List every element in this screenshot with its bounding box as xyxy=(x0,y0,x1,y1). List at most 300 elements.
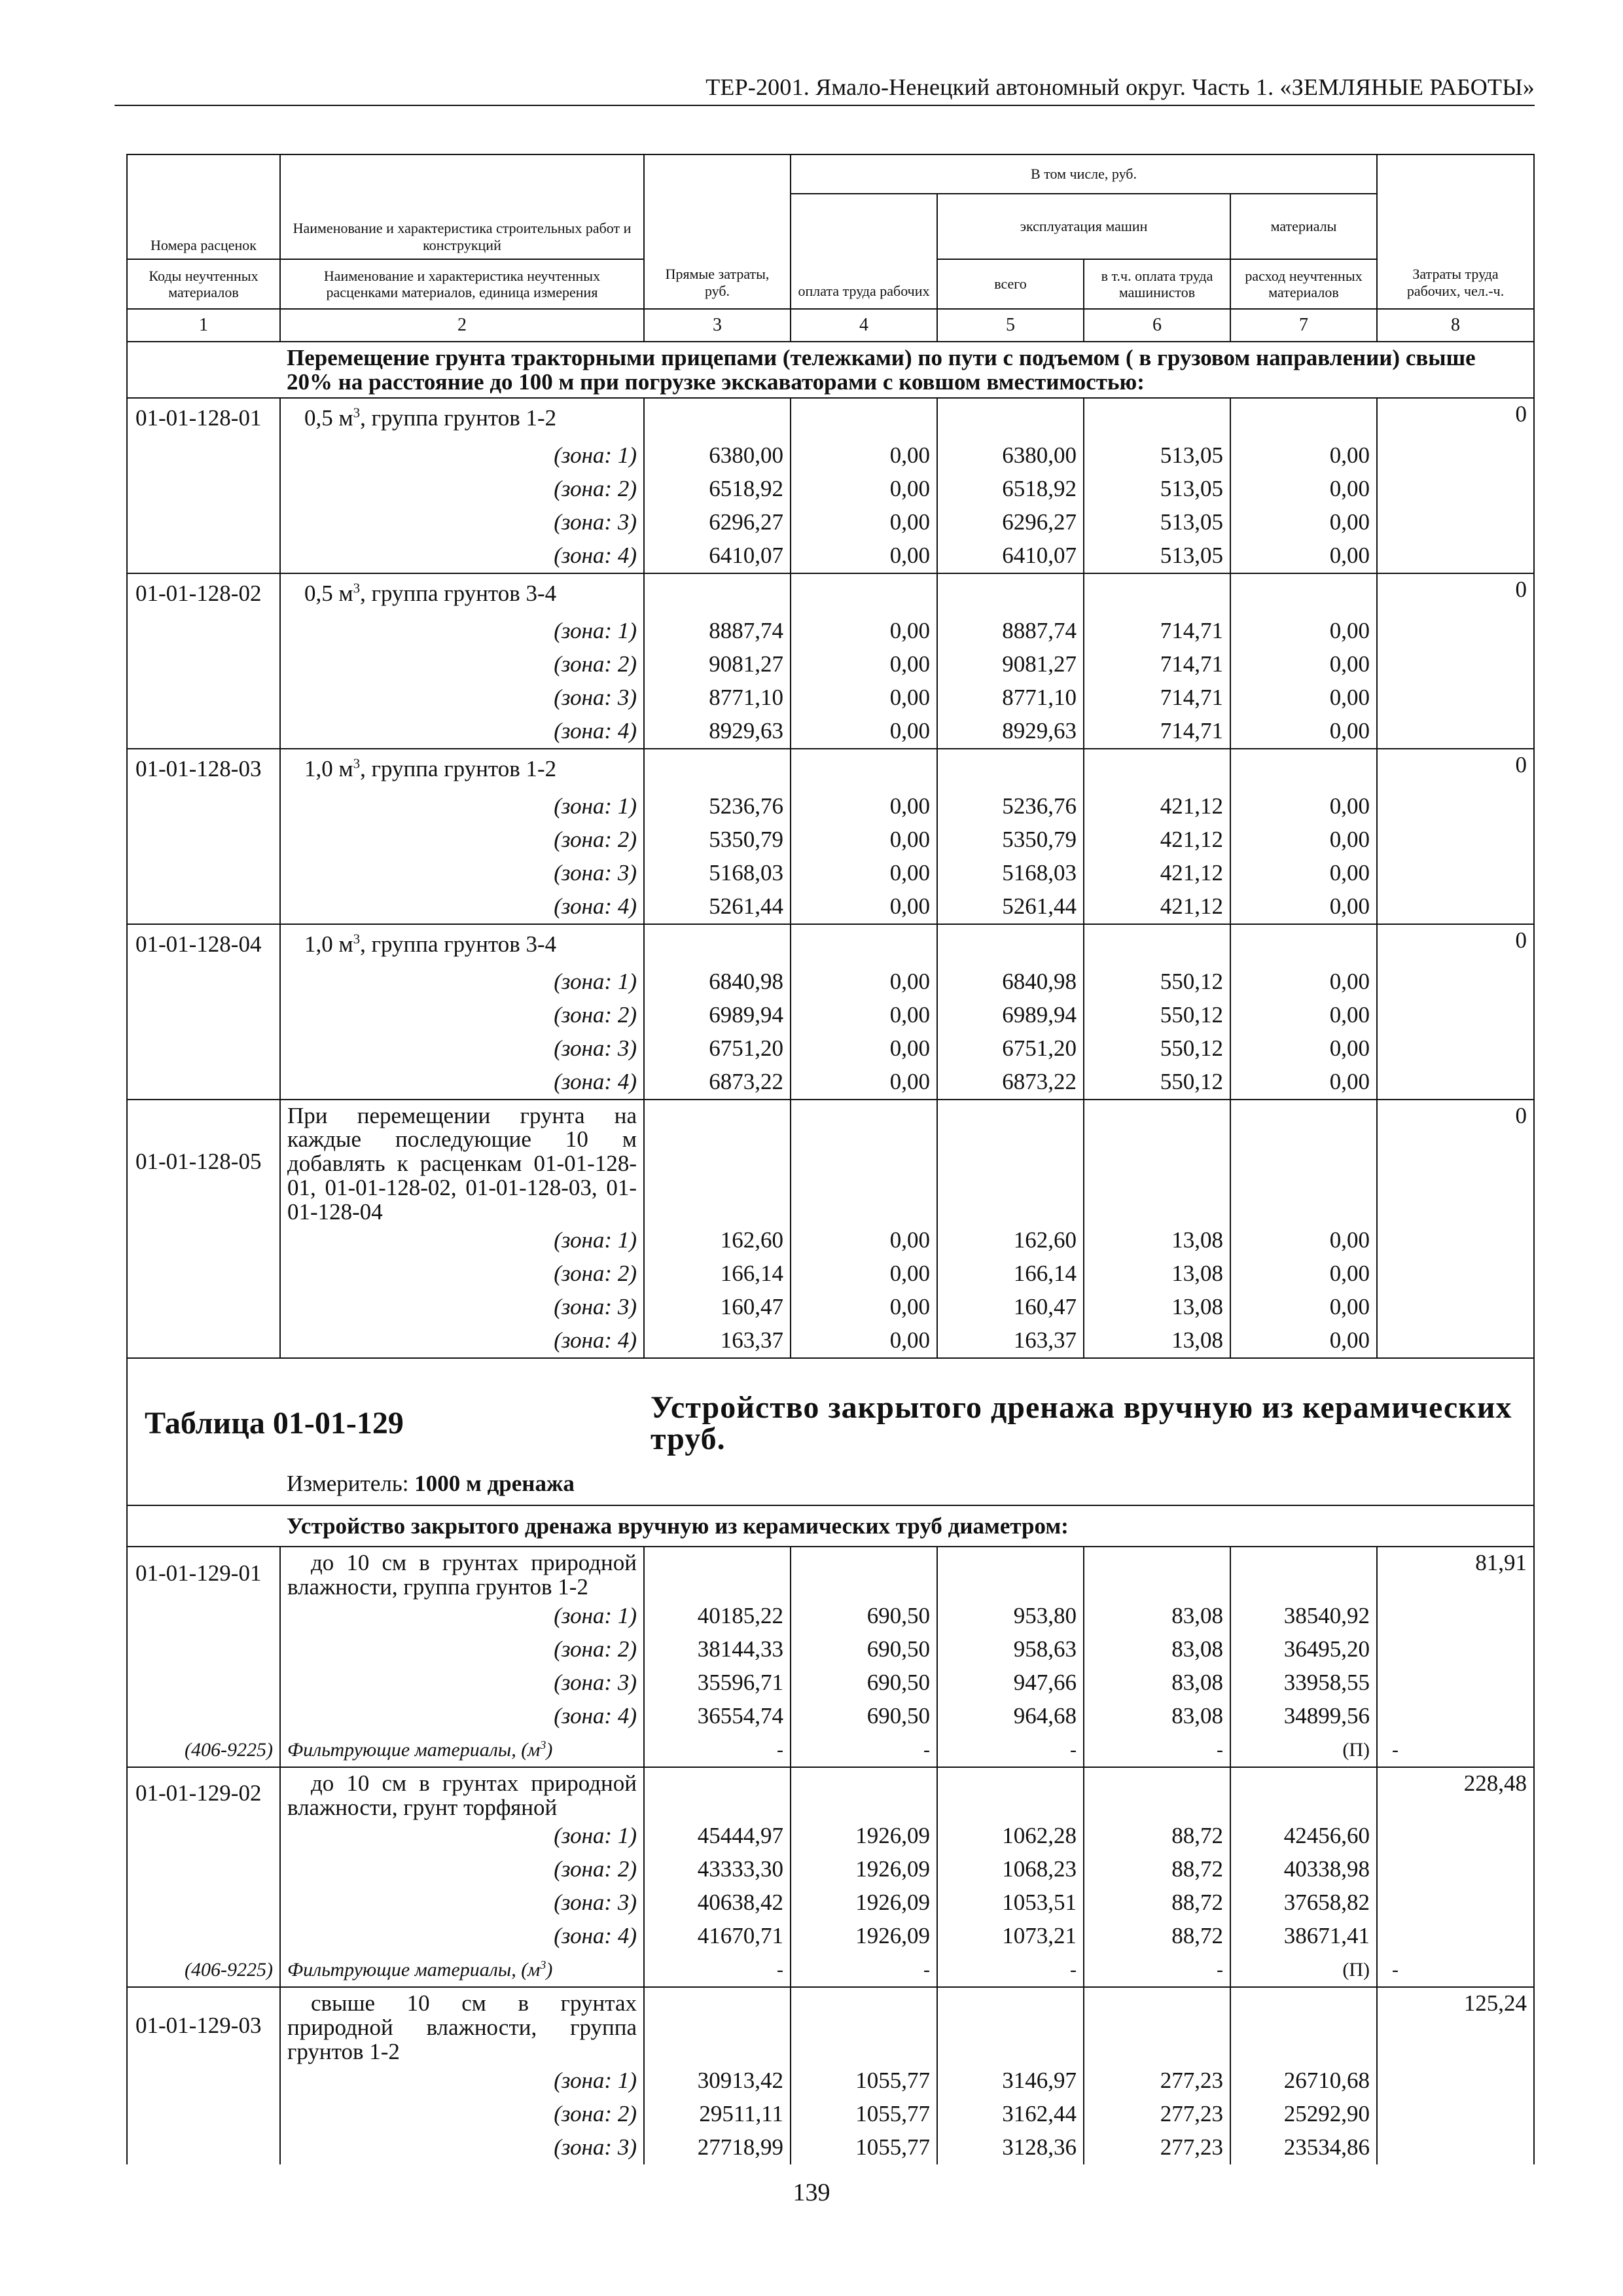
item-name-text: , группа грунтов 1-2 xyxy=(360,756,557,782)
header-col6: в т.ч. оплата труда машинистов xyxy=(1084,259,1230,309)
direct-cost: 6410,07 xyxy=(644,539,791,573)
machinist-pay: 277,23 xyxy=(1084,2098,1230,2131)
col-number: 8 xyxy=(1377,309,1534,342)
machinist-pay: 13,08 xyxy=(1084,1291,1230,1324)
code-cell-empty xyxy=(127,648,280,681)
table-row xyxy=(127,1324,1534,1358)
value-cell-empty xyxy=(791,1767,937,1820)
worker-pay: 1926,09 xyxy=(791,1886,937,1920)
value-cell-empty xyxy=(791,1547,937,1600)
machinist-pay: 83,08 xyxy=(1084,1666,1230,1700)
table-row xyxy=(127,1291,1534,1324)
header-col1-top: Номера расценок xyxy=(127,154,280,259)
table-row xyxy=(127,924,1534,965)
machine-total: 5350,79 xyxy=(937,823,1084,857)
item-name-text: 0,5 м xyxy=(304,581,353,607)
table-title: Устройство закрытого дренажа вручную из керамических труб. xyxy=(644,1358,1534,1460)
machine-total: 5236,76 xyxy=(937,790,1084,823)
table-row xyxy=(127,1953,1534,1987)
table-row xyxy=(127,648,1534,681)
machinist-pay: 421,12 xyxy=(1084,857,1230,890)
labor-cell-empty xyxy=(1377,715,1534,749)
value-cell-empty xyxy=(1084,924,1230,965)
materials-cost: 0,00 xyxy=(1230,790,1377,823)
machinist-pay: 714,71 xyxy=(1084,615,1230,648)
zone-label: (зона: 4) xyxy=(280,1700,644,1733)
materials-cost: 0,00 xyxy=(1230,715,1377,749)
section-title: Перемещение грунта тракторными прицепами (тележками) по пути с подъемом ( в грузовом направлении) свыше 20% на расстояние до 100 м при погрузке экскаваторами с ковшом вместимостью: xyxy=(280,342,1534,398)
code-cell-empty xyxy=(127,473,280,506)
materials-cost: 0,00 xyxy=(1230,648,1377,681)
table-row xyxy=(127,1505,1534,1547)
machine-total: 5168,03 xyxy=(937,857,1084,890)
labor-cell-empty xyxy=(1377,823,1534,857)
machinist-pay: 13,08 xyxy=(1084,1324,1230,1358)
worker-pay: 0,00 xyxy=(791,890,937,924)
labor-cell-empty xyxy=(1377,1886,1534,1920)
material-code: (406-9225) xyxy=(127,1953,280,1987)
zone-label: (зона: 1) xyxy=(280,615,644,648)
rate-code: 01-01-128-02 xyxy=(127,573,280,615)
machinist-pay: 83,08 xyxy=(1084,1700,1230,1733)
machine-total: 8771,10 xyxy=(937,681,1084,715)
value-cell-empty xyxy=(644,573,791,615)
direct-cost: 8771,10 xyxy=(644,681,791,715)
value-cell-empty xyxy=(791,924,937,965)
value-cell-empty xyxy=(1230,1767,1377,1820)
materials-cost: 25292,90 xyxy=(1230,2098,1377,2131)
table-row xyxy=(127,1600,1534,1633)
machinist-pay: 13,08 xyxy=(1084,1224,1230,1257)
zone-label: (зона: 4) xyxy=(280,1920,644,1953)
table-row xyxy=(127,823,1534,857)
code-cell-empty xyxy=(127,715,280,749)
direct-cost: 30913,42 xyxy=(644,2064,791,2098)
table-row xyxy=(127,1547,1534,1600)
rate-code: 01-01-128-04 xyxy=(127,924,280,965)
machinist-pay: 277,23 xyxy=(1084,2131,1230,2164)
materials-cost: 38540,92 xyxy=(1230,1600,1377,1633)
machine-total: 1053,51 xyxy=(937,1886,1084,1920)
worker-pay: 0,00 xyxy=(791,1032,937,1066)
table-row xyxy=(127,2098,1534,2131)
worker-pay: 0,00 xyxy=(791,857,937,890)
machinist-pay: 88,72 xyxy=(1084,1853,1230,1886)
worker-pay: 1055,77 xyxy=(791,2064,937,2098)
col-number: 7 xyxy=(1230,309,1377,342)
header-incl: В том числе, руб. xyxy=(791,154,1377,194)
labor-cell-empty xyxy=(1377,1920,1534,1953)
col-number: 4 xyxy=(791,309,937,342)
superscript-exponent: 3 xyxy=(353,404,361,421)
code-cell-empty xyxy=(127,1820,280,1853)
code-cell-empty xyxy=(127,2098,280,2131)
materials-cost: 34899,56 xyxy=(1230,1700,1377,1733)
item-name-text: ) xyxy=(546,1959,553,1981)
table-row xyxy=(127,1666,1534,1700)
machine-total: 8887,74 xyxy=(937,615,1084,648)
labor-cell-empty xyxy=(1377,2131,1534,2164)
code-cell-empty xyxy=(127,1032,280,1066)
materials-cost: 23534,86 xyxy=(1230,2131,1377,2164)
direct-cost: 29511,11 xyxy=(644,2098,791,2131)
material-pay: - xyxy=(791,1733,937,1767)
machine-total: 3128,36 xyxy=(937,2131,1084,2164)
table-header xyxy=(127,154,1534,342)
labor-cost: 81,91 xyxy=(1377,1547,1534,1600)
table-row xyxy=(127,398,1534,439)
direct-cost: 35596,71 xyxy=(644,1666,791,1700)
labor-cell-empty xyxy=(1377,1066,1534,1100)
rate-code: 01-01-129-01 xyxy=(127,1547,280,1600)
machinist-pay: 513,05 xyxy=(1084,539,1230,573)
labor-cell-empty xyxy=(1377,1700,1534,1733)
materials-cost: 0,00 xyxy=(1230,439,1377,473)
zone-label: (зона: 1) xyxy=(280,965,644,999)
machinist-pay: 714,71 xyxy=(1084,648,1230,681)
materials-cost: 0,00 xyxy=(1230,1032,1377,1066)
machine-total: 8929,63 xyxy=(937,715,1084,749)
material-machines: - xyxy=(937,1733,1084,1767)
item-name-text: ) xyxy=(546,1738,553,1761)
zone-label: (зона: 2) xyxy=(280,1853,644,1886)
labor-cell-empty xyxy=(1377,1032,1534,1066)
materials-cost: 37658,82 xyxy=(1230,1886,1377,1920)
code-cell-empty xyxy=(127,539,280,573)
labor-cell-empty xyxy=(1377,1291,1534,1324)
header-col2-bottom: Наименование и характеристика неучтенных расценками материалов, единица измерения xyxy=(280,259,644,309)
labor-cell-empty xyxy=(1377,1257,1534,1291)
direct-cost: 166,14 xyxy=(644,1257,791,1291)
labor-cell-empty xyxy=(1377,999,1534,1032)
item-name-text: 1,0 м xyxy=(304,931,353,958)
worker-pay: 0,00 xyxy=(791,823,937,857)
worker-pay: 0,00 xyxy=(791,506,937,539)
running-header: ТЕР-2001. Ямало-Ненецкий автономный округ. Часть 1. «ЗЕМЛЯНЫЕ РАБОТЫ» xyxy=(705,74,1535,100)
labor-cell-empty xyxy=(1377,1224,1534,1257)
col-number: 1 xyxy=(127,309,280,342)
zone-label: (зона: 1) xyxy=(280,1600,644,1633)
item-name: свыше 10 см в грунтах природной влажности, группа грунтов 1-2 xyxy=(280,1987,644,2064)
meter-prefix: Измеритель: xyxy=(287,1471,415,1497)
labor-cell-empty xyxy=(1377,1853,1534,1886)
machine-total: 1062,28 xyxy=(937,1820,1084,1853)
machine-total: 166,14 xyxy=(937,1257,1084,1291)
item-name: При перемещении грунта на каждые последующие 10 м добавлять к расценкам 01-01-128-01, 01-01-128-02, 01-01-128-03, 01-01-128-04 xyxy=(280,1100,644,1225)
zone-label: (зона: 4) xyxy=(280,890,644,924)
machine-total: 6410,07 xyxy=(937,539,1084,573)
value-cell-empty xyxy=(1230,1100,1377,1225)
value-cell-empty xyxy=(644,398,791,439)
zone-label: (зона: 4) xyxy=(280,1066,644,1100)
labor-cell-empty xyxy=(1377,539,1534,573)
machine-total: 160,47 xyxy=(937,1291,1084,1324)
meter-value: 1000 м дренажа xyxy=(414,1471,575,1497)
machinist-pay: 513,05 xyxy=(1084,473,1230,506)
value-cell-empty xyxy=(937,1767,1084,1820)
direct-cost: 6518,92 xyxy=(644,473,791,506)
code-cell-empty xyxy=(127,890,280,924)
worker-pay: 0,00 xyxy=(791,648,937,681)
item-name xyxy=(280,573,644,615)
materials-cost: 0,00 xyxy=(1230,615,1377,648)
code-cell-empty xyxy=(127,1600,280,1633)
value-cell-empty xyxy=(937,398,1084,439)
code-cell-empty xyxy=(127,1224,280,1257)
section-spacer xyxy=(127,342,280,398)
machinist-pay: 421,12 xyxy=(1084,790,1230,823)
labor-cost: 125,24 xyxy=(1377,1987,1534,2064)
machine-total: 162,60 xyxy=(937,1224,1084,1257)
labor-cost: 0 xyxy=(1377,398,1534,439)
zone-label: (зона: 4) xyxy=(280,1324,644,1358)
worker-pay: 0,00 xyxy=(791,1066,937,1100)
direct-cost: 6840,98 xyxy=(644,965,791,999)
machinist-pay: 277,23 xyxy=(1084,2064,1230,2098)
machine-total: 953,80 xyxy=(937,1600,1084,1633)
item-name xyxy=(280,924,644,965)
table-row xyxy=(127,681,1534,715)
value-cell-empty xyxy=(644,924,791,965)
worker-pay: 0,00 xyxy=(791,1224,937,1257)
machinist-pay: 421,12 xyxy=(1084,823,1230,857)
col-number: 6 xyxy=(1084,309,1230,342)
machinist-pay: 550,12 xyxy=(1084,1032,1230,1066)
header-rule xyxy=(115,105,1535,106)
table-row xyxy=(127,790,1534,823)
machine-total: 6751,20 xyxy=(937,1032,1084,1066)
labor-cell-empty xyxy=(1377,681,1534,715)
zone-label: (зона: 1) xyxy=(280,1820,644,1853)
value-cell-empty xyxy=(937,1987,1084,2064)
zone-label: (зона: 3) xyxy=(280,2131,644,2164)
materials-cost: 0,00 xyxy=(1230,473,1377,506)
value-cell-empty xyxy=(791,398,937,439)
material-labor: - xyxy=(1377,1953,1534,1987)
materials-cost: 0,00 xyxy=(1230,823,1377,857)
material-name xyxy=(280,1733,644,1767)
labor-cell-empty xyxy=(1377,648,1534,681)
machinist-pay: 714,71 xyxy=(1084,681,1230,715)
table-row xyxy=(127,857,1534,890)
worker-pay: 1926,09 xyxy=(791,1853,937,1886)
table-row xyxy=(127,999,1534,1032)
header-col2-top: Наименование и характеристика строительных работ и конструкций xyxy=(280,154,644,259)
table-body xyxy=(127,342,1534,2164)
table-label: Таблица 01-01-129 xyxy=(127,1358,644,1460)
col-number: 5 xyxy=(937,309,1084,342)
machine-total: 6989,94 xyxy=(937,999,1084,1032)
table-row xyxy=(127,439,1534,473)
code-cell-empty xyxy=(127,1920,280,1953)
code-cell-empty xyxy=(127,2064,280,2098)
zone-label: (зона: 1) xyxy=(280,790,644,823)
item-name-text: 0,5 м xyxy=(304,405,353,431)
material-direct: - xyxy=(644,1953,791,1987)
machinist-pay: 714,71 xyxy=(1084,715,1230,749)
machine-total: 6873,22 xyxy=(937,1066,1084,1100)
worker-pay: 690,50 xyxy=(791,1666,937,1700)
direct-cost: 40185,22 xyxy=(644,1600,791,1633)
direct-cost: 40638,42 xyxy=(644,1886,791,1920)
materials-cost: 0,00 xyxy=(1230,999,1377,1032)
code-cell-empty xyxy=(127,1633,280,1666)
worker-pay: 1926,09 xyxy=(791,1820,937,1853)
worker-pay: 0,00 xyxy=(791,439,937,473)
table-row xyxy=(127,1886,1534,1920)
table-row xyxy=(127,1257,1534,1291)
labor-cell-empty xyxy=(1377,1633,1534,1666)
zone-label: (зона: 3) xyxy=(280,1886,644,1920)
machinist-pay: 13,08 xyxy=(1084,1257,1230,1291)
zone-label: (зона: 3) xyxy=(280,1666,644,1700)
direct-cost: 162,60 xyxy=(644,1224,791,1257)
labor-cell-empty xyxy=(1377,1820,1534,1853)
superscript-exponent: 3 xyxy=(540,1738,546,1751)
code-cell-empty xyxy=(127,1066,280,1100)
rates-table xyxy=(126,154,1535,2164)
item-name-text: , группа грунтов 3-4 xyxy=(360,581,557,607)
section-spacer xyxy=(127,1505,280,1547)
zone-label: (зона: 3) xyxy=(280,857,644,890)
direct-cost: 8887,74 xyxy=(644,615,791,648)
rate-code: 01-01-128-03 xyxy=(127,749,280,790)
direct-cost: 9081,27 xyxy=(644,648,791,681)
value-cell-empty xyxy=(1084,1767,1230,1820)
table-row xyxy=(127,1066,1534,1100)
materials-cost: 0,00 xyxy=(1230,965,1377,999)
worker-pay: 690,50 xyxy=(791,1600,937,1633)
materials-cost: 26710,68 xyxy=(1230,2064,1377,2098)
zone-label: (зона: 1) xyxy=(280,2064,644,2098)
value-cell-empty xyxy=(644,749,791,790)
table-row xyxy=(127,1224,1534,1257)
materials-cost: 0,00 xyxy=(1230,539,1377,573)
code-cell-empty xyxy=(127,439,280,473)
direct-cost: 36554,74 xyxy=(644,1700,791,1733)
value-cell-empty xyxy=(1230,924,1377,965)
rate-code: 01-01-128-05 xyxy=(127,1100,280,1225)
header-col3: Прямые затраты, руб. xyxy=(644,154,791,309)
machine-total: 9081,27 xyxy=(937,648,1084,681)
labor-cell-empty xyxy=(1377,1666,1534,1700)
machine-total: 6840,98 xyxy=(937,965,1084,999)
code-cell-empty xyxy=(127,681,280,715)
worker-pay: 0,00 xyxy=(791,1324,937,1358)
value-cell-empty xyxy=(1084,573,1230,615)
zone-label: (зона: 2) xyxy=(280,823,644,857)
zone-label: (зона: 2) xyxy=(280,1633,644,1666)
item-name-text: , группа грунтов 1-2 xyxy=(360,405,557,431)
direct-cost: 27718,99 xyxy=(644,2131,791,2164)
labor-cost: 0 xyxy=(1377,749,1534,790)
code-cell-empty xyxy=(127,823,280,857)
table-row xyxy=(127,965,1534,999)
material-direct: - xyxy=(644,1733,791,1767)
rate-code: 01-01-129-03 xyxy=(127,1987,280,2064)
worker-pay: 0,00 xyxy=(791,999,937,1032)
labor-cell-empty xyxy=(1377,1324,1534,1358)
value-cell-empty xyxy=(644,1547,791,1600)
machine-total: 5261,44 xyxy=(937,890,1084,924)
machine-total: 3162,44 xyxy=(937,2098,1084,2131)
material-labor: - xyxy=(1377,1733,1534,1767)
machine-total: 6380,00 xyxy=(937,439,1084,473)
labor-cell-empty xyxy=(1377,1600,1534,1633)
table-row xyxy=(127,615,1534,648)
machine-total: 964,68 xyxy=(937,1700,1084,1733)
worker-pay: 0,00 xyxy=(791,681,937,715)
table-row xyxy=(127,539,1534,573)
machinist-pay: 83,08 xyxy=(1084,1633,1230,1666)
table-row xyxy=(127,1700,1534,1733)
page-number: 139 xyxy=(793,2179,830,2206)
zone-label: (зона: 3) xyxy=(280,1291,644,1324)
machinist-pay: 550,12 xyxy=(1084,999,1230,1032)
direct-cost: 160,47 xyxy=(644,1291,791,1324)
value-cell-empty xyxy=(937,573,1084,615)
table-row xyxy=(127,1820,1534,1853)
direct-cost: 8929,63 xyxy=(644,715,791,749)
materials-cost: 40338,98 xyxy=(1230,1853,1377,1886)
material-consumption: (П) xyxy=(1230,1733,1377,1767)
worker-pay: 1055,77 xyxy=(791,2131,937,2164)
machinist-pay: 550,12 xyxy=(1084,1066,1230,1100)
table-row xyxy=(127,473,1534,506)
table-row xyxy=(127,1100,1534,1225)
col-number: 3 xyxy=(644,309,791,342)
code-cell-empty xyxy=(127,1291,280,1324)
table-row xyxy=(127,573,1534,615)
table-row xyxy=(127,1460,1534,1505)
value-cell-empty xyxy=(937,1100,1084,1225)
machinist-pay: 83,08 xyxy=(1084,1600,1230,1633)
zone-label: (зона: 2) xyxy=(280,2098,644,2131)
worker-pay: 690,50 xyxy=(791,1633,937,1666)
zone-label: (зона: 1) xyxy=(280,1224,644,1257)
header-col4: оплата труда рабочих xyxy=(791,194,937,309)
table-row xyxy=(127,715,1534,749)
worker-pay: 0,00 xyxy=(791,965,937,999)
value-cell-empty xyxy=(791,1100,937,1225)
item-name-text: Фильтрующие материалы, (м xyxy=(287,1959,541,1981)
materials-cost: 0,00 xyxy=(1230,1324,1377,1358)
code-cell-empty xyxy=(127,999,280,1032)
zone-label: (зона: 2) xyxy=(280,648,644,681)
materials-cost: 0,00 xyxy=(1230,890,1377,924)
value-cell-empty xyxy=(937,924,1084,965)
labor-cell-empty xyxy=(1377,790,1534,823)
value-cell-empty xyxy=(1084,398,1230,439)
value-cell-empty xyxy=(1230,1547,1377,1600)
header-machines: эксплуатация машин xyxy=(937,194,1230,259)
table-row xyxy=(127,1032,1534,1066)
meter-spacer xyxy=(127,1460,280,1505)
zone-label: (зона: 2) xyxy=(280,999,644,1032)
worker-pay: 0,00 xyxy=(791,790,937,823)
materials-cost: 0,00 xyxy=(1230,506,1377,539)
direct-cost: 6380,00 xyxy=(644,439,791,473)
materials-cost: 0,00 xyxy=(1230,681,1377,715)
item-name: до 10 см в грунтах природной влажности, грунт торфяной xyxy=(280,1767,644,1820)
value-cell-empty xyxy=(644,1100,791,1225)
value-cell-empty xyxy=(1230,1987,1377,2064)
materials-cost: 0,00 xyxy=(1230,1224,1377,1257)
code-cell-empty xyxy=(127,1324,280,1358)
machinist-pay: 88,72 xyxy=(1084,1920,1230,1953)
direct-cost: 38144,33 xyxy=(644,1633,791,1666)
material-code: (406-9225) xyxy=(127,1733,280,1767)
